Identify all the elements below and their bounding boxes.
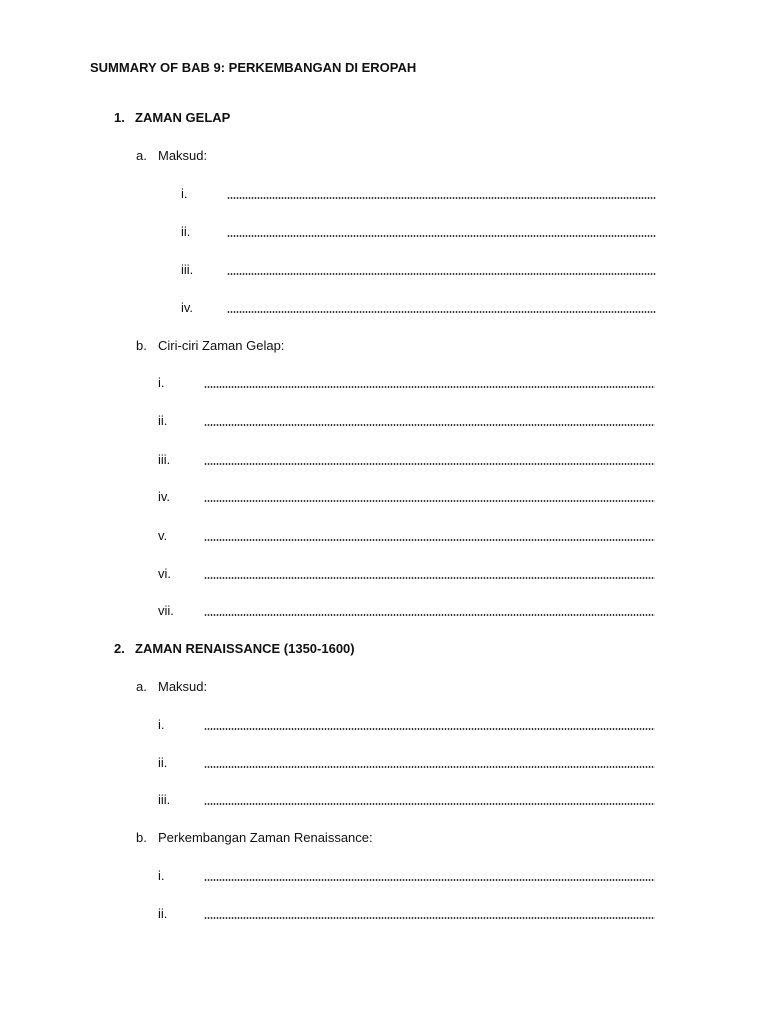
item-numeral: v. xyxy=(158,528,168,543)
item-numeral: i. xyxy=(158,868,165,883)
answer-line xyxy=(204,917,655,919)
item-numeral: iii. xyxy=(181,262,194,277)
subsection-letter: a. xyxy=(136,679,147,694)
answer-line xyxy=(204,539,655,541)
item-numeral: i. xyxy=(158,375,165,390)
item-numeral: iii. xyxy=(158,792,171,807)
item-numeral: ii. xyxy=(158,413,168,428)
subsection-letter: a. xyxy=(136,148,147,163)
subsection-title: Perkembangan Zaman Renaissance: xyxy=(158,830,373,845)
subsection-title: Maksud: xyxy=(158,148,208,163)
item-numeral: ii. xyxy=(158,755,168,770)
item-numeral: iv. xyxy=(181,300,194,315)
answer-line xyxy=(227,273,656,275)
subsection-letter: b. xyxy=(136,338,147,353)
doc-title: SUMMARY OF BAB 9: PERKEMBANGAN DI EROPAH xyxy=(90,60,417,75)
subsection-letter: b. xyxy=(136,830,147,845)
item-numeral: iv. xyxy=(158,489,171,504)
answer-line xyxy=(204,463,655,465)
section-title: ZAMAN GELAP xyxy=(135,110,231,125)
answer-line xyxy=(227,235,656,237)
answer-line xyxy=(204,728,655,730)
answer-line xyxy=(204,424,655,426)
item-numeral: vii. xyxy=(158,603,174,618)
item-numeral: ii. xyxy=(158,906,168,921)
subsection-title: Maksud: xyxy=(158,679,208,694)
answer-line xyxy=(204,803,655,805)
answer-line xyxy=(204,879,655,881)
item-numeral: iii. xyxy=(158,452,171,467)
item-numeral: vi. xyxy=(158,566,171,581)
answer-line xyxy=(227,197,656,199)
answer-line xyxy=(204,766,655,768)
answer-line xyxy=(204,577,655,579)
answer-line xyxy=(204,614,655,616)
answer-line xyxy=(204,386,655,388)
section-number: 2. xyxy=(114,641,125,656)
subsection-title: Ciri-ciri Zaman Gelap: xyxy=(158,338,285,353)
section-title: ZAMAN RENAISSANCE (1350-1600) xyxy=(135,641,355,656)
answer-line xyxy=(204,500,655,502)
answer-line xyxy=(227,311,656,313)
item-numeral: i. xyxy=(158,717,165,732)
item-numeral: ii. xyxy=(181,224,191,239)
item-numeral: i. xyxy=(181,186,188,201)
section-number: 1. xyxy=(114,110,125,125)
